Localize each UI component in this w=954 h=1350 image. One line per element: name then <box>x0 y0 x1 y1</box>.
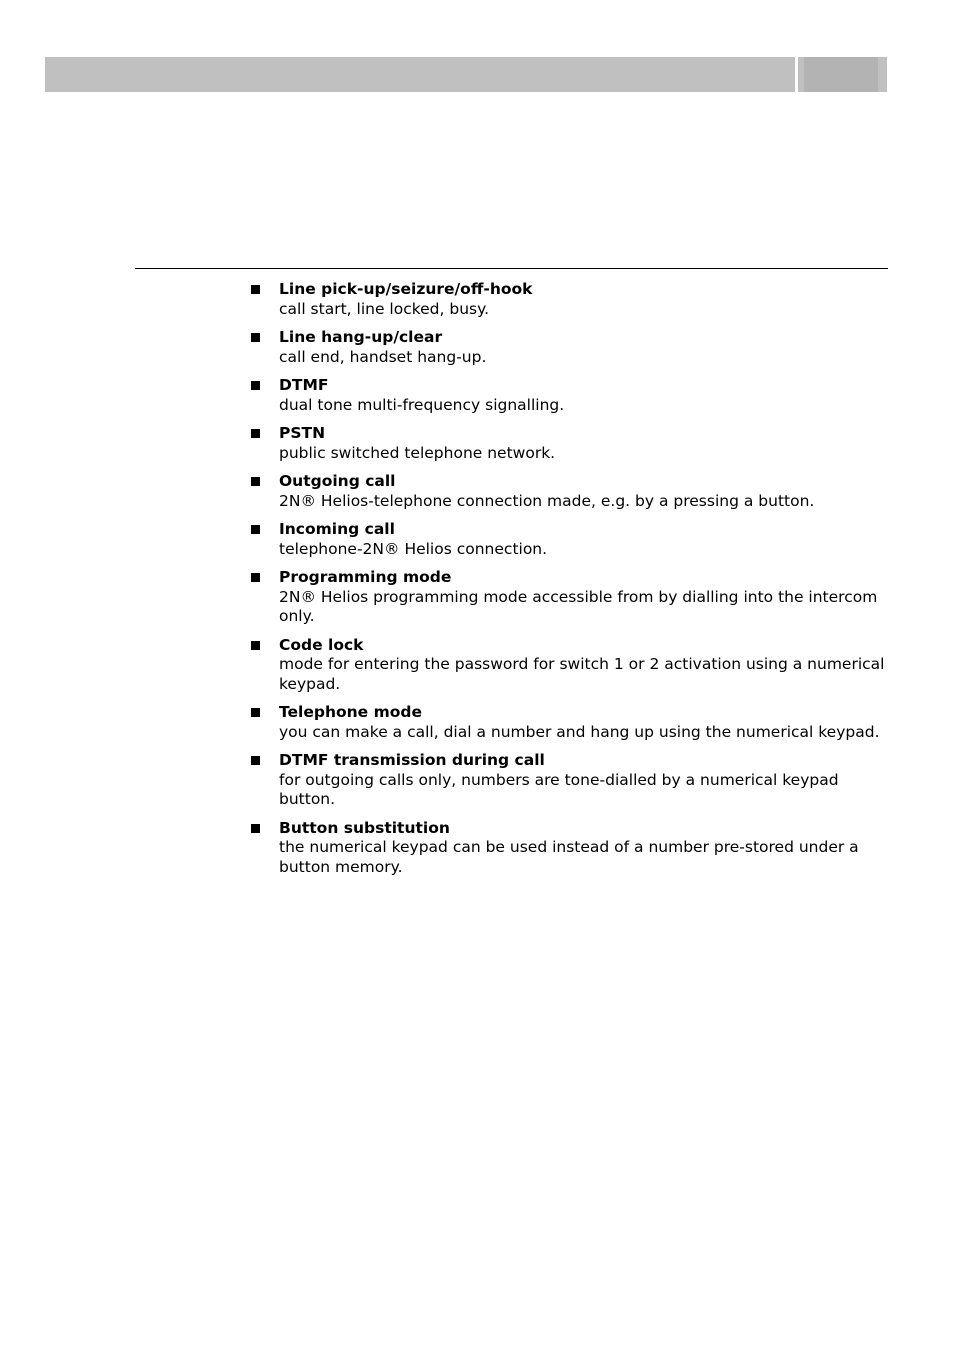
definition: for outgoing calls only, numbers are tone-dialled by a numerical keypad button. <box>279 770 839 808</box>
definition: you can make a call, dial a number and hang up using the numerical keypad. <box>279 722 880 741</box>
list-item <box>250 520 890 559</box>
list-item <box>250 328 890 367</box>
section-divider <box>135 268 888 269</box>
definition: 2N® Helios-telephone connection made, e.g. by a pressing a button. <box>279 491 815 510</box>
square-bullet-icon <box>251 573 260 582</box>
square-bullet-icon <box>251 756 260 765</box>
square-bullet-icon <box>251 641 260 650</box>
list-item <box>250 472 890 511</box>
term: Outgoing call <box>279 472 396 490</box>
term: Line hang-up/clear <box>279 328 443 346</box>
header-page-tab-inner <box>804 57 878 92</box>
list-item <box>250 751 890 810</box>
list-item <box>250 819 890 878</box>
definition: dual tone multi-frequency signalling. <box>279 395 565 414</box>
term: PSTN <box>279 424 326 442</box>
square-bullet-icon <box>251 525 260 534</box>
square-bullet-icon <box>251 333 260 342</box>
definition: the numerical keypad can be used instead of a number pre-stored under a button memory. <box>279 838 859 876</box>
term: DTMF transmission during call <box>279 751 545 769</box>
square-bullet-icon <box>251 708 260 717</box>
square-bullet-icon <box>251 429 260 438</box>
term: Line pick-up/seizure/off-hook <box>279 280 533 298</box>
definition: call start, line locked, busy. <box>279 299 490 318</box>
list-item <box>250 703 890 742</box>
definition: telephone-2N® Helios connection. <box>279 539 548 558</box>
square-bullet-icon <box>251 285 260 294</box>
list-item <box>250 568 890 627</box>
term: Programming mode <box>279 568 452 586</box>
square-bullet-icon <box>251 381 260 390</box>
definition: public switched telephone network. <box>279 443 556 462</box>
definition: 2N® Helios programming mode accessible from by dialling into the intercom only. <box>279 587 878 625</box>
square-bullet-icon <box>251 477 260 486</box>
term: Code lock <box>279 635 364 654</box>
term: DTMF <box>279 376 329 394</box>
term: Button substitution <box>279 818 450 837</box>
list-item <box>250 424 890 463</box>
list-item <box>250 376 890 415</box>
glossary-list <box>250 280 890 886</box>
definition: mode for entering the password for switch 1 or 2 activation using a numerical keypad. <box>279 655 885 693</box>
list-item <box>250 636 890 695</box>
square-bullet-icon <box>251 824 260 833</box>
header-bar <box>45 57 795 92</box>
list-item <box>250 280 890 319</box>
term: Telephone mode <box>279 703 422 721</box>
header-page-tab <box>798 57 887 92</box>
definition: call end, handset hang-up. <box>279 347 487 366</box>
term: Incoming call <box>279 520 395 538</box>
